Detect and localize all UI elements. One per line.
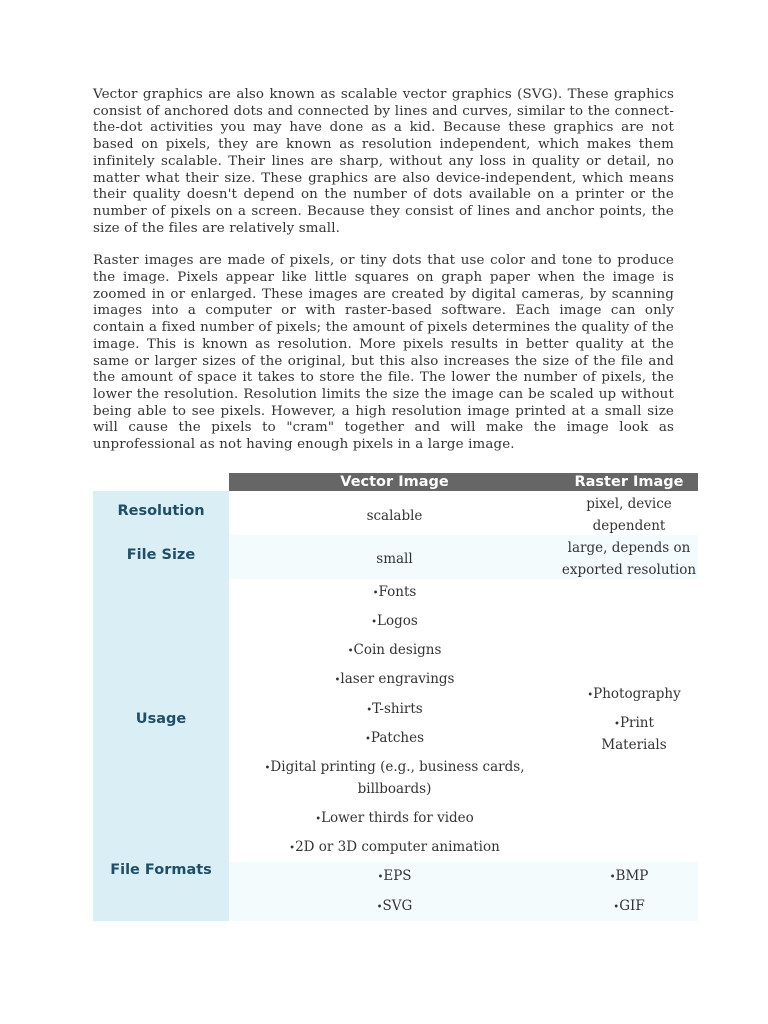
- cell-file-size-vector: small: [376, 551, 413, 567]
- usage-vector-item: • laser engravings: [229, 668, 560, 692]
- row-label-file-formats: File Formats: [110, 862, 212, 878]
- usage-vector-item: • 2D or 3D computer animation: [229, 836, 560, 860]
- cell-resolution-raster-line2: dependent: [592, 518, 666, 534]
- paragraph-vector: Vector graphics are also known as scalable vector graphics (SVG). These graphics consist of anchored dots and connected by lines and curves, similar to the connect-the-dot activities you may have done as a kid. Because these graphics are not based on pixels, they are known as resolution independent, which makes them infinitely scalable. Their lines are sharp, without any loss in quality or detail, no matter what their size. These graphics are also device-independent, which means their quality doesn't depend on the number of dots available on a printer or the number of pixels on a screen. Because they consist of lines and anchor points, the size of the files are relatively small.: [93, 87, 674, 236]
- usage-raster-item-continued: Materials: [601, 737, 667, 753]
- cell-file-size-raster-line2: exported resolution: [561, 562, 697, 578]
- usage-vector-item-continued: billboards): [357, 781, 432, 797]
- usage-vector-item: • T-shirts: [229, 698, 560, 722]
- file-format-vector-item: • EPS: [229, 865, 560, 889]
- cell-resolution-vector: scalable: [366, 508, 423, 524]
- header-vector-image: Vector Image: [340, 474, 449, 490]
- file-format-raster-item: • BMP: [560, 865, 698, 889]
- usage-vector-item: • Digital printing (e.g., business cards,: [229, 756, 560, 780]
- usage-vector-item: • Coin designs: [229, 639, 560, 663]
- cell-file-size-raster-line1: large, depends on: [567, 540, 691, 556]
- file-format-raster-item: • GIF: [560, 895, 698, 919]
- row-label-resolution: Resolution: [117, 503, 205, 519]
- usage-vector-item: • Patches: [229, 727, 560, 751]
- document-body: [93, 87, 674, 454]
- row-label-usage: Usage: [135, 711, 187, 727]
- paragraph-raster: Raster images are made of pixels, or tiny dots that use color and tone to produce the image. Pixels appear like little squares on graph paper when the image is zoomed in or enlarged. These images are created by digital cameras, by scanning images into a computer or with raster-based software. Each image can only contain a fixed number of pixels; the amount of pixels determines the quality of the image. This is known as resolution. More pixels results in better quality at the same or larger sizes of the original, but this also increases the size of the file and the amount of space it takes to store the file. The lower the number of pixels, the lower the resolution. Resolution limits the size the image can be scaled up without being able to see pixels. However, a high resolution image printed at a small size will cause the pixels to "cram" together and will make the image look as unprofessional as not having enough pixels in a large image.: [93, 253, 674, 453]
- file-format-vector-item: • SVG: [229, 895, 560, 919]
- usage-vector-item: • Fonts: [229, 581, 560, 605]
- table-header-row: [229, 473, 698, 491]
- usage-raster-item: • Photography: [560, 683, 708, 707]
- usage-vector-item: • Logos: [229, 610, 560, 634]
- usage-vector-item: • Lower thirds for video: [229, 807, 560, 831]
- cell-resolution-raster-line1: pixel, device: [586, 496, 672, 512]
- usage-raster-item: • Print: [560, 712, 708, 736]
- header-raster-image: Raster Image: [574, 474, 684, 490]
- row-label-file-size: File Size: [126, 547, 196, 563]
